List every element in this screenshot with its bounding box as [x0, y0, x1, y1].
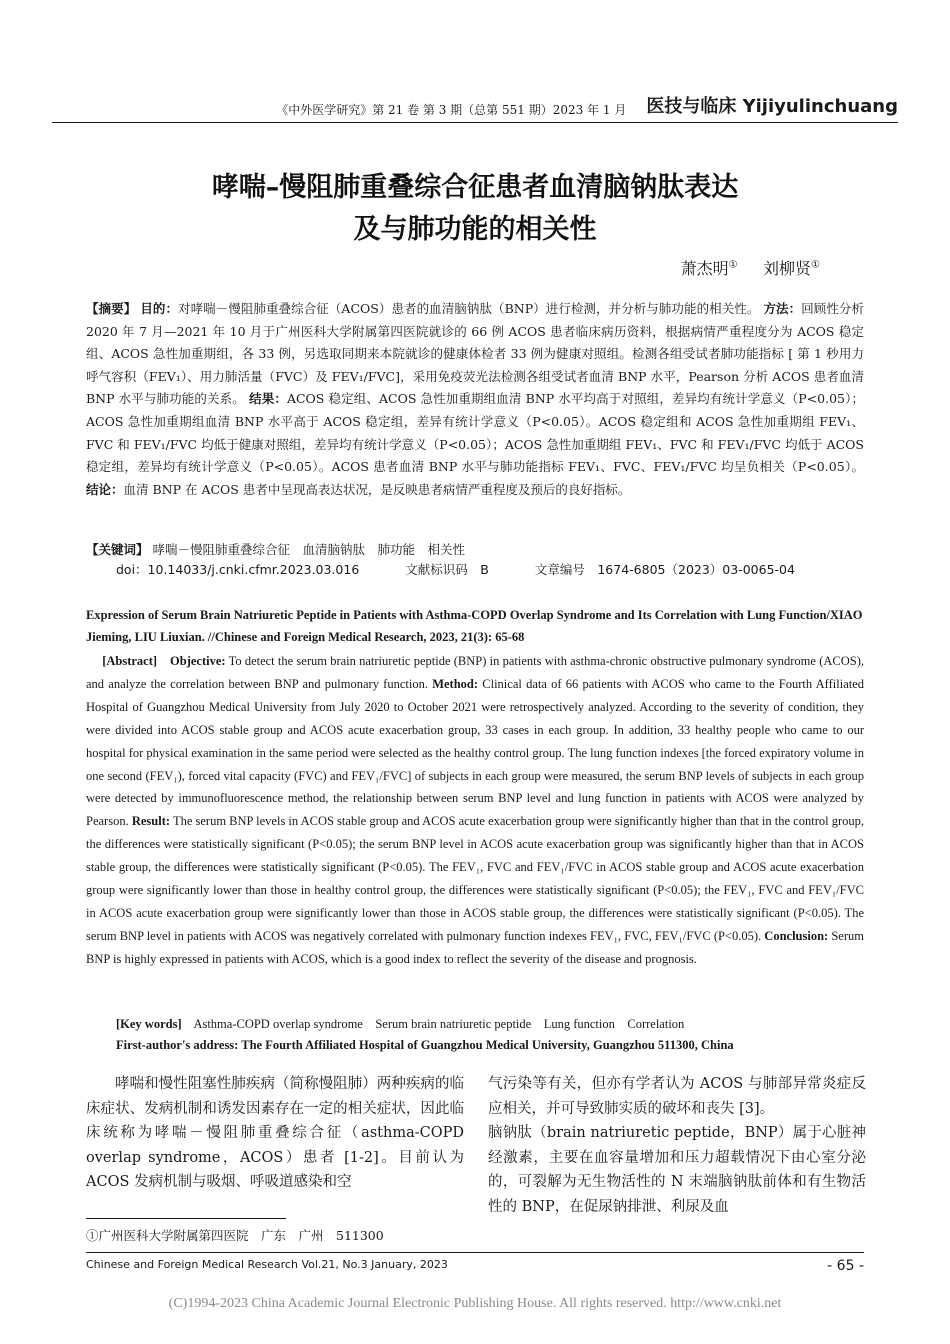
english-abstract — [86, 650, 864, 971]
copyright-notice: (C)1994-2023 China Academic Journal Electronic Publishing House. All rights reserved. http://www.cnki.net — [168, 1296, 782, 1311]
objective-text: 对哮喘－慢阻肺重叠综合征（ACOS）患者的血清脑钠肽（BNP）进行检测，并分析与肺功能的相关性。 — [178, 301, 760, 316]
en-abstract-label: [Abstract] — [102, 654, 158, 668]
article-number: 文章编号 1674-6805（2023）03-0065-04 — [534, 562, 795, 577]
keywords-label: 【关键词】 — [86, 542, 149, 557]
article-title — [70, 167, 880, 251]
method-text: 回顾性分析 2020 年 7 月—2021 年 10 月于广州医科大学附属第四医院就诊的 66 例 ACOS 患者临床病历资料，根据病情严重程度分为 ACOS 稳定组、ACOS 急性加重期组，各 33 例，另选取同期来本院就诊的健康体检者 33 例为健康对照组。检测各组受试者肺功能指标 [ 第 1 秒用力呼气容积（FEV₁）、用力肺活量（FVC）及 FEV₁/FVC]，采用免疫荧光法检测各组受试者血清 BNP 水平，Pearson 分析 ACOS 患者血清 BNP 水平与肺功能的关系。 — [86, 301, 864, 407]
footnote-divider — [86, 1218, 286, 1219]
chinese-abstract — [86, 298, 864, 501]
conclusion-label: 结论： — [86, 481, 124, 497]
running-header — [52, 85, 898, 123]
result-text: ACOS 稳定组、ACOS 急性加重期组血清 BNP 水平均高于对照组，差异均有统计学意义（P<0.05）；ACOS 急性加重期组血清 BNP 水平高于 ACOS 稳定组，差异有统计学意义（P<0.05）。ACOS 稳定组和 ACOS 急性加重期组 FEV₁、FVC 和 FEV₁/FVC 均低于健康对照组，差异均有统计学意义（P<0.05）；ACOS 急性加重期组 FEV₁、FVC 和 FEV₁/FVC 均低于 ACOS 稳定组，差异均有统计学意义（P<0.05）。ACOS 患者血清 BNP 水平与肺功能指标 FEV₁、FVC、FEV₁/FVC 均呈负相关（P<0.05）。 — [86, 391, 864, 475]
english-keywords — [116, 1014, 864, 1032]
footer-divider — [86, 1252, 864, 1253]
en-result-text: The serum BNP levels in ACOS stable group and ACOS acute exacerbation group were significantly higher than that in the control group, the differences were statistically significant (P<0.05); the serum BNP level in ACOS acute exacerbation group was significantly higher than that in ACOS stable group, the differences were statistically significant (P<0.05). The FEV₁, FVC and FEV₁/FVC in ACOS stable group and ACOS acute exacerbation group were significantly lower than those in healthy control group, the differences were statistically significant (P<0.05); the FEV₁, FVC and FEV₁/FVC in ACOS acute exacerbation group were significantly lower than those in ACOS stable group, the differences were statistically significant (P<0.05). The serum BNP level in patients with ACOS was negatively correlated with pulmonary function indexes FEV₁, FVC, FEV₁/FVC (P<0.05). — [86, 814, 864, 943]
chinese-keywords — [86, 540, 864, 558]
author-2-affiliation-mark: ① — [811, 259, 820, 271]
author-2: 刘柳贤 — [763, 259, 812, 278]
body-paragraph-bnp: 脑钠肽（brain natriuretic peptide，BNP）属于心脏神经激素，主要在血容量增加和压力超载情况下由心室分泌的，可裂解为无生物活性的 N 末端脑钠肽前体和有生物活性的 BNP，在促尿钠排泄、利尿及血 — [488, 1125, 866, 1215]
article-identifiers — [116, 560, 795, 578]
keywords-list: 哮喘－慢阻肺重叠综合征 血清脑钠肽 肺功能 相关性 — [152, 542, 466, 557]
body-column-right — [488, 1072, 866, 1219]
body-paragraph-continued: 气污染等有关，但亦有学者认为 ACOS 与肺部异常炎症反应相关，并可导致肺实质的破坏和丧失 [3]。 — [488, 1076, 866, 1117]
en-keywords-label: [Key words] — [116, 1017, 182, 1031]
en-keywords-list: Asthma-COPD overlap syndrome Serum brain natriuretic peptide Lung function Correlation — [193, 1017, 685, 1031]
first-author-address: First-author's address: The Fourth Affiliated Hospital of Guangzhou Medical University, Guangzhou 511300, China — [116, 1038, 734, 1052]
author-1-affiliation-mark: ① — [728, 259, 738, 271]
conclusion-text: 血清 BNP 在 ACOS 患者中呈现高表达状况，是反映患者病情严重程度及预后的良好指标。 — [123, 481, 631, 497]
en-result-label: Result: — [131, 814, 171, 829]
objective-label: 目的： — [140, 301, 179, 316]
document-code: 文献标识码 B — [405, 562, 489, 577]
page-number: - 65 - — [827, 1258, 864, 1274]
journal-citation: 《中外医学研究》第 21 卷 第 3 期（总第 551 期）2023 年 1 月 — [276, 103, 627, 117]
en-conclusion-label: Conclusion: — [764, 928, 829, 943]
en-method-text: Clinical data of 66 patients with ACOS who came to the Fourth Affiliated Hospital of Guangzhou Medical University from July 2020 to October 2021 were retrospectively analyzed. According to the severity of condition, they were divided into ACOS stable group and ACOS acute exacerbation group, 33 cases in each group. In addition, 33 healthy people who came to our hospital for physical examination in the same period were selected as the healthy control group. The lung function indexes [the forced expiratory volume in one second (FEV₁), forced vital capacity (FVC) and FEV₁/FVC] of subjects in each group were measured, the serum BNP levels of subjects in each group were detected by immunofluorescence method, the relationship between serum BNP level and lung function in patients with ACOS were analyzed by Pearson. — [86, 676, 865, 829]
title-line-2: 及与肺功能的相关性 — [353, 214, 597, 245]
en-conclusion-text: Serum BNP is highly expressed in patients with ACOS, which is a good index to reflect the severity of the disease and prognosis. — [86, 928, 864, 966]
abstract-label: 【摘要】 — [86, 301, 137, 316]
en-objective-label: Objective: — [170, 654, 226, 668]
doi[interactable]: doi：10.14033/j.cnki.cfmr.2023.03.016 — [116, 562, 360, 577]
affiliation-footnote: ①广州医科大学附属第四医院 广东 广州 511300 — [86, 1228, 384, 1243]
column-name: 医技与临床 Yijiyulinchuang — [646, 96, 898, 117]
method-label: 方法： — [763, 301, 802, 316]
english-title: Expression of Serum Brain Natriuretic Peptide in Patients with Asthma-COPD Overlap Syndrome and Its Correlation with Lung Function/XIAO Jieming, LIU Liuxian. //Chinese and Foreign Medical Research, 2023, 21(3): 65-68 — [86, 608, 863, 644]
en-objective-text: To detect the serum brain natriuretic peptide (BNP) in patients with asthma-chronic obstructive pulmonary syndrome (ACOS), and analyze the correlation between BNP and pulmonary function. — [86, 654, 864, 691]
authors — [681, 256, 820, 279]
title-line-1: 哮喘–慢阻肺重叠综合征患者血清脑钠肽表达 — [211, 172, 739, 203]
en-method-label: Method: — [432, 676, 479, 691]
body-column-left — [86, 1072, 464, 1195]
body-paragraph: 哮喘和慢性阻塞性肺疾病（简称慢阻肺）两种疾病的临床症状、发病机制和诱发因素存在一定的相关症状，因此临床统称为哮喘－慢阻肺重叠综合征（asthma-COPD overlap syndrome，ACOS）患者 [1-2]。目前认为 ACOS 发病机制与吸烟、呼吸道感染和空 — [86, 1076, 464, 1190]
result-label: 结果： — [249, 391, 287, 407]
author-1: 萧杰明 — [680, 259, 729, 278]
footer-journal: Chinese and Foreign Medical Research Vol.21, No.3 January, 2023 — [86, 1258, 448, 1271]
